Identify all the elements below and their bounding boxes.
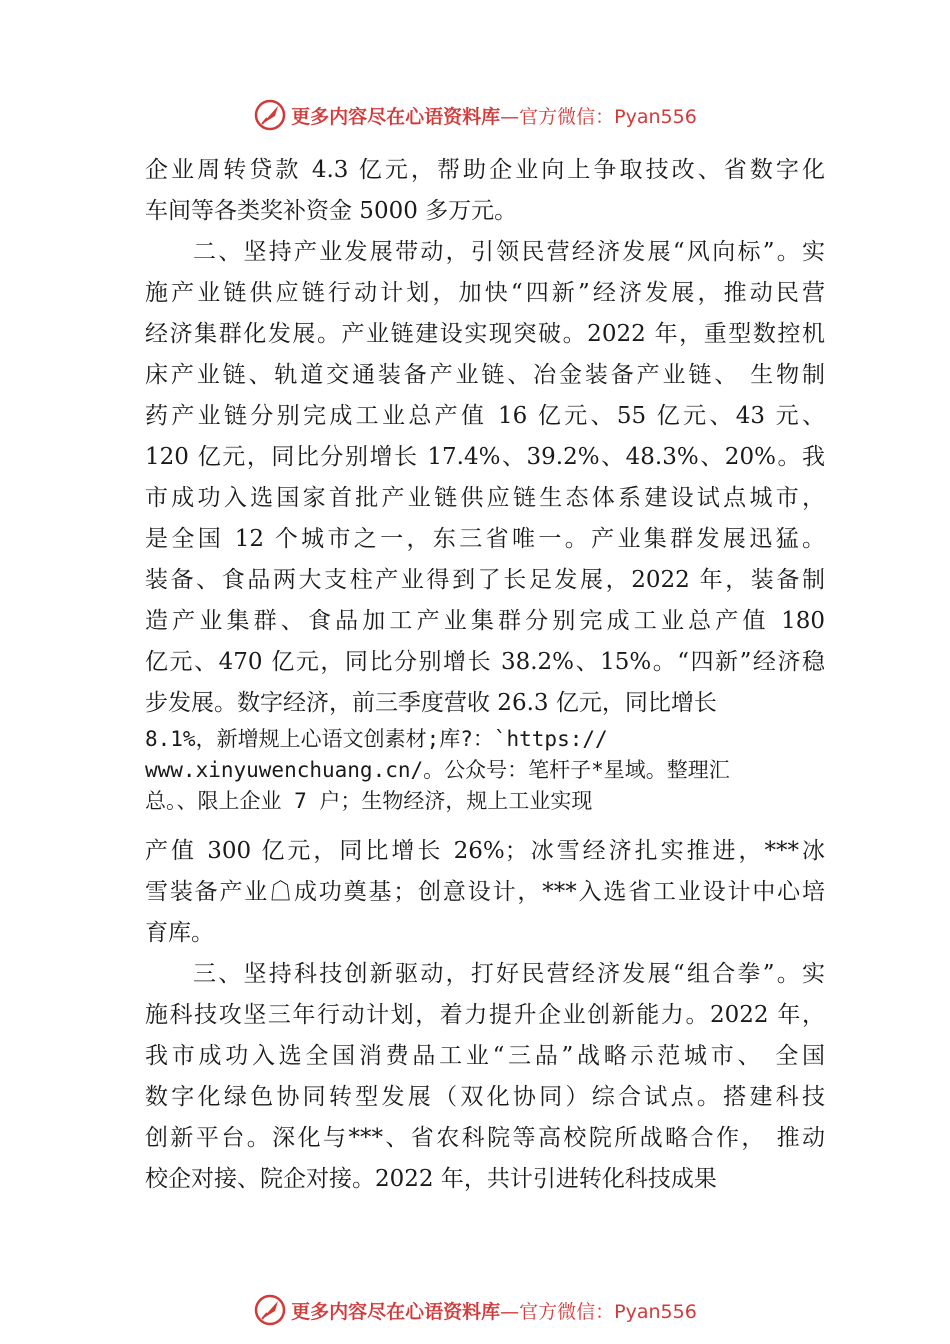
header-brand: 更多内容尽在心语资料库 <box>291 105 501 128</box>
header-banner <box>0 95 950 135</box>
text-line: 育库。 <box>145 920 214 946</box>
quill-logo-icon <box>253 98 287 132</box>
header-contact: —官方微信：Pyan556 <box>500 105 697 128</box>
text-line: 创新平台。深化与***、省农科院等高校院所战略合作， 推动 <box>145 1125 825 1151</box>
footer-contact: —官方微信：Pyan556 <box>500 1300 697 1323</box>
text-line: www.xinyuwenchuang.cn/。公众号：笔杆子*星域。整理汇 <box>145 758 730 782</box>
text-line: 亿元、470 亿元，同比分别增长 38.2%、15%。“四新”经济稳 <box>145 649 825 675</box>
footer-brand: 更多内容尽在心语资料库 <box>291 1300 501 1323</box>
text-line: 120 亿元，同比分别增长 17.4%、39.2%、48.3%、20%。我 <box>145 444 825 470</box>
text-line: 经济集群化发展。产业链建设实现突破。2022 年，重型数控机 <box>145 321 825 347</box>
text-line: 床产业链、轨道交通装备产业链、冶金装备产业链、 生物制 <box>145 362 825 388</box>
text-line: 我市成功入选全国消费品工业“三品”战略示范城市、 全国 <box>145 1043 825 1069</box>
text-line: 二、坚持产业发展带动，引领民营经济发展“风向标”。实 <box>193 239 825 265</box>
text-line: 药产业链分别完成工业总产值 16 亿元、55 亿元、43 元、 <box>145 403 825 429</box>
text-line: 校企对接、院企对接。2022 年，共计引进转化科技成果 <box>145 1166 717 1192</box>
text-line: 三、坚持科技创新驱动，打好民营经济发展“组合拳”。实 <box>193 961 825 987</box>
text-line: 施产业链供应链行动计划，加快“四新”经济发展，推动民营 <box>145 280 825 306</box>
text-line: 产值 300 亿元，同比增长 26%；冰雪经济扎实推进，***冰 <box>145 838 825 864</box>
text-line: 8.1%，新增规上心语文创素材;库?：`https:// <box>145 727 608 751</box>
text-line: 是全国 12 个城市之一，东三省唯一。产业集群发展迅猛。 <box>145 526 825 552</box>
text-line: 数字化绿色协同转型发展（双化协同）综合试点。搭建科技 <box>145 1084 825 1110</box>
text-line: 造产业集群、食品加工产业集群分别完成工业总产值 180 <box>145 608 825 634</box>
text-line: 企业周转贷款 4.3 亿元，帮助企业向上争取技改、省数字化 <box>145 157 825 183</box>
text-line: 雪装备产业☖成功奠基；创意设计，***入选省工业设计中心培 <box>145 879 825 905</box>
text-line: 施科技攻坚三年行动计划，着力提升企业创新能力。2022 年， <box>145 1002 825 1028</box>
quill-logo-icon <box>253 1293 287 1327</box>
text-line: 步发展。数字经济，前三季度营收 26.3 亿元，同比增长 <box>145 690 717 716</box>
text-line: 装备、食品两大支柱产业得到了长足发展，2022 年，装备制 <box>145 567 825 593</box>
text-line: 市成功入选国家首批产业链供应链生态体系建设试点城市， <box>145 485 825 511</box>
document-body <box>145 150 825 1200</box>
text-line: 总。、限上企业 7 户；生物经济，规上工业实现 <box>145 789 593 813</box>
text-line: 车间等各类奖补资金 5000 多万元。 <box>145 198 518 224</box>
footer-banner <box>0 1290 950 1330</box>
